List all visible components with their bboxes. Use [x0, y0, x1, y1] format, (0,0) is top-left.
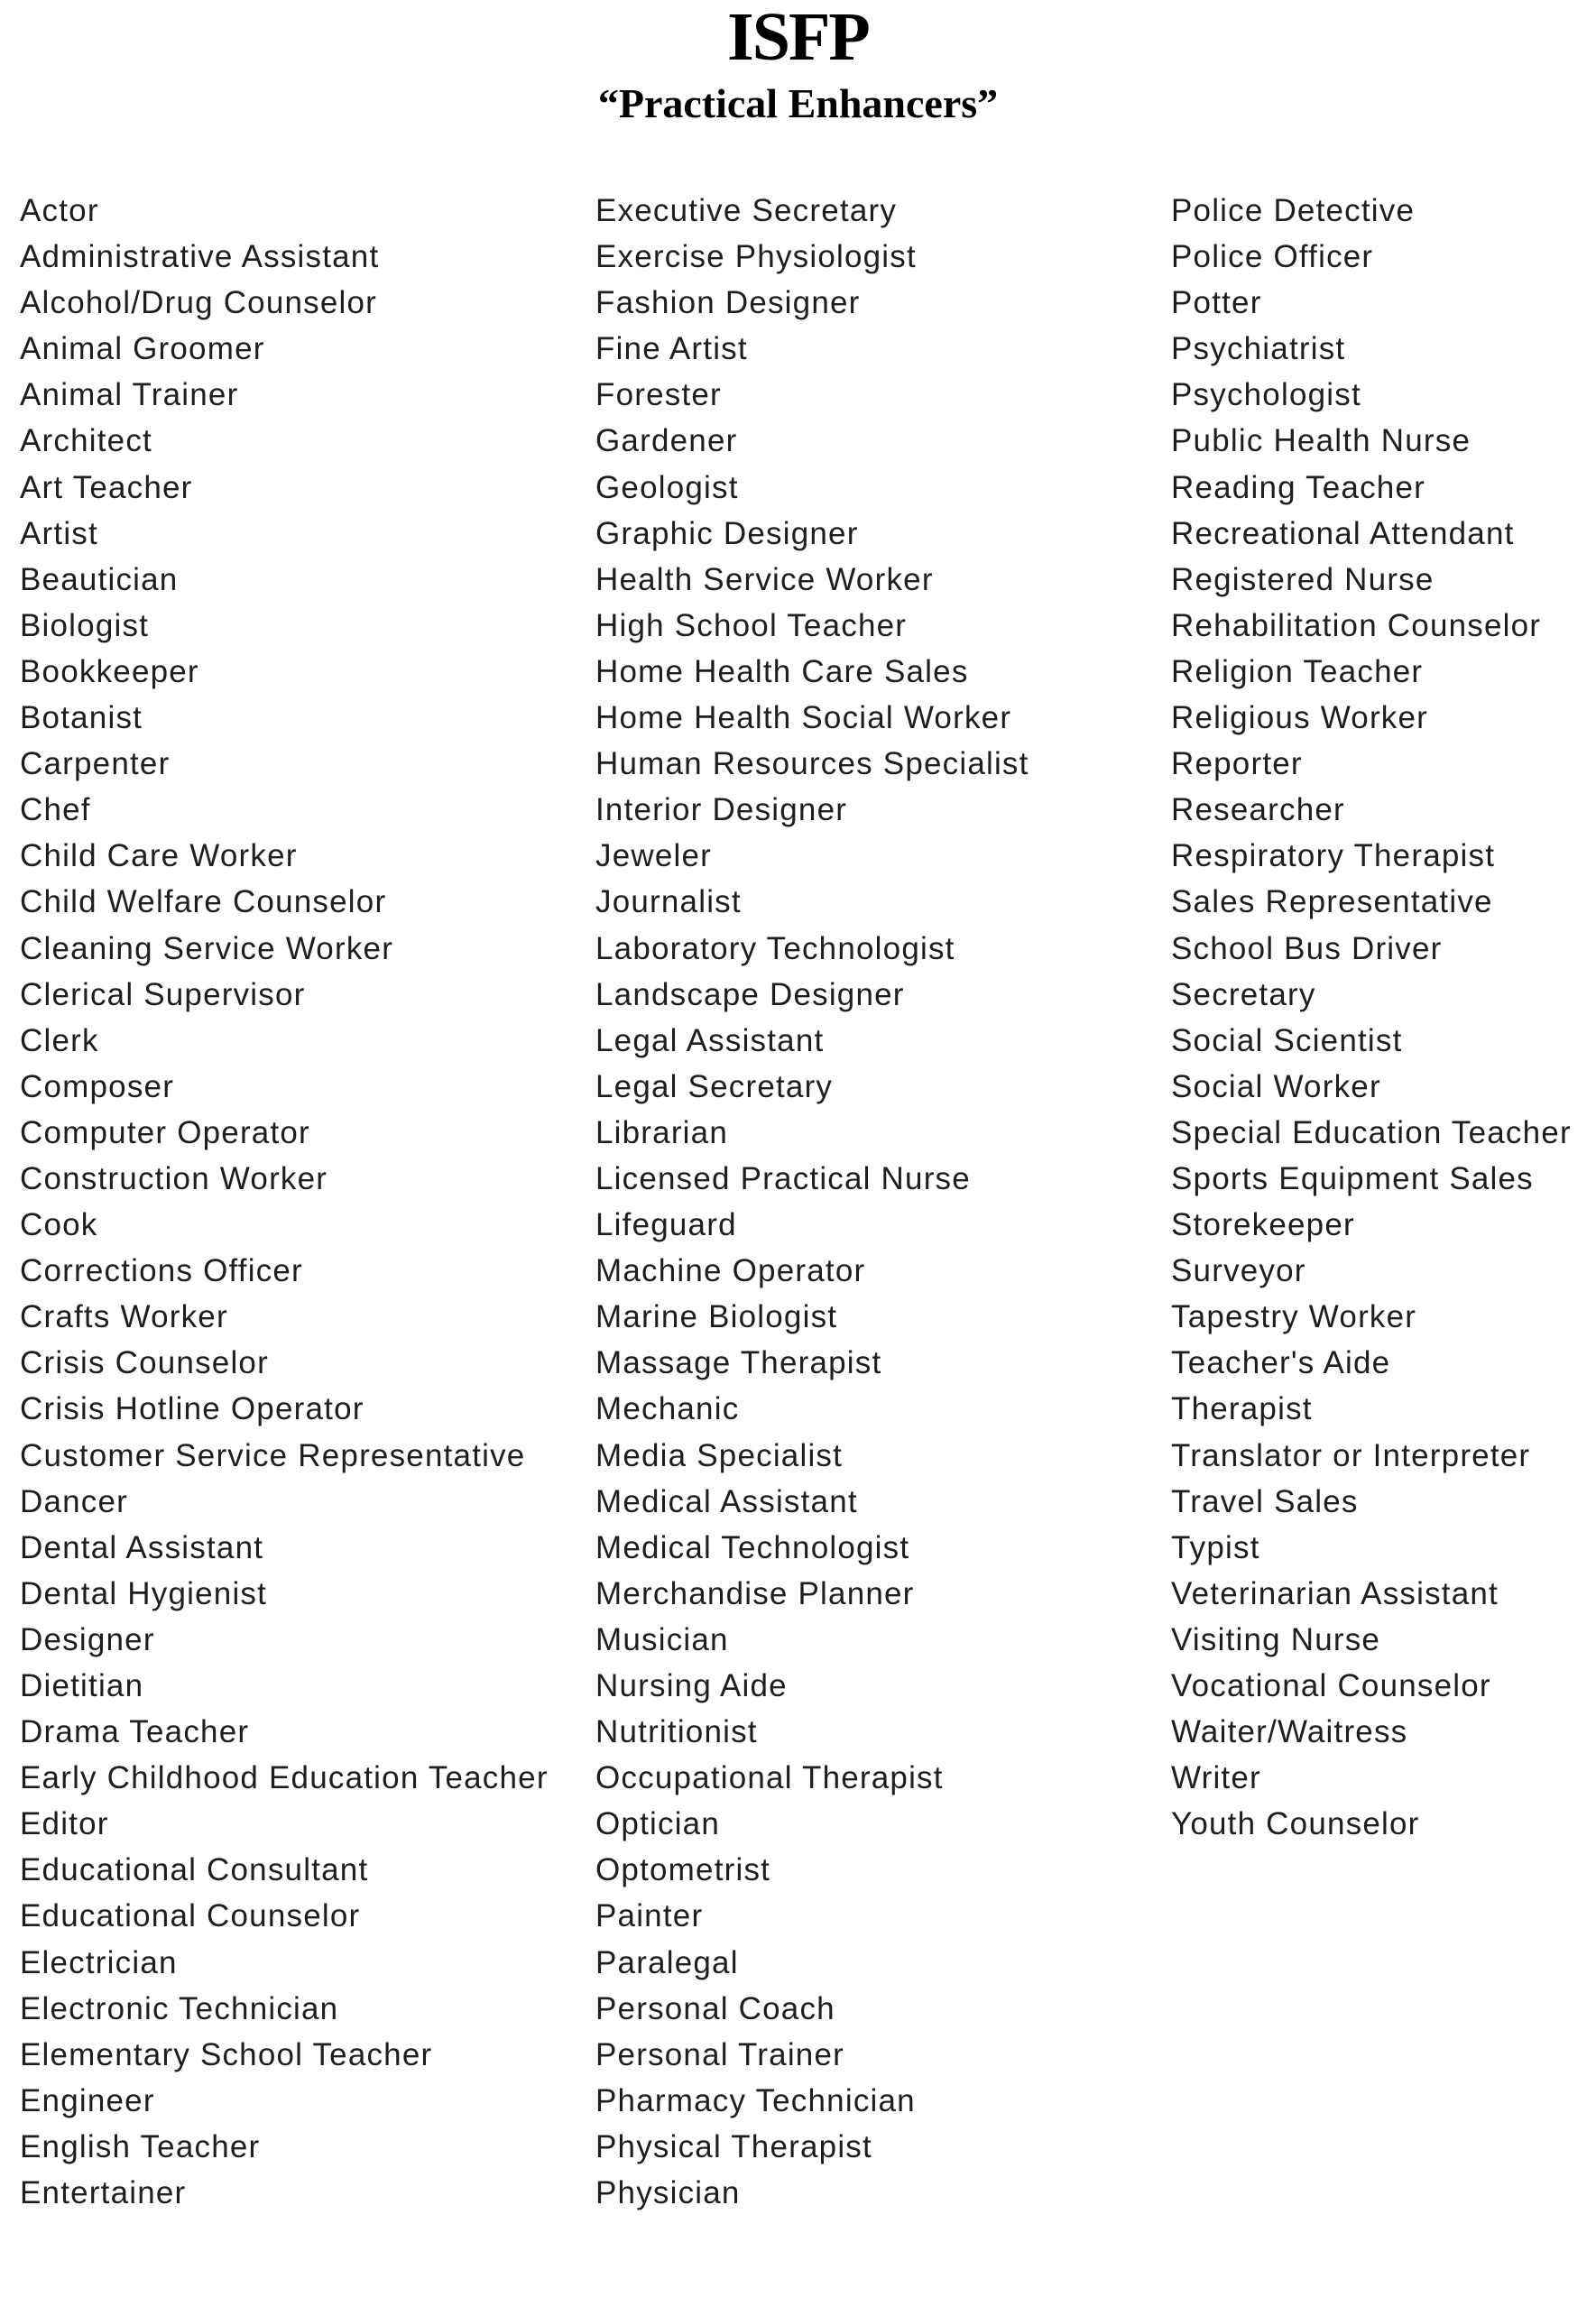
- career-item: Early Childhood Education Teacher: [20, 1760, 549, 1796]
- career-item: Pharmacy Technician: [595, 2082, 916, 2118]
- career-item: Visiting Nurse: [1171, 1621, 1381, 1657]
- career-item: Dental Hygienist: [20, 1575, 268, 1611]
- career-item: Interior Designer: [595, 792, 848, 828]
- career-item: Typist: [1171, 1529, 1260, 1565]
- career-item: Medical Technologist: [595, 1529, 910, 1565]
- career-item: Geologist: [595, 469, 739, 505]
- career-item: Home Health Care Sales: [595, 653, 969, 689]
- career-item: Dental Assistant: [20, 1529, 264, 1565]
- career-item: Educational Counselor: [20, 1898, 361, 1934]
- career-item: Occupational Therapist: [595, 1760, 944, 1796]
- career-item: Human Resources Specialist: [595, 746, 1029, 782]
- career-item: Recreational Attendant: [1171, 515, 1515, 551]
- career-item: Forester: [595, 377, 722, 413]
- career-item: Exercise Physiologist: [595, 239, 917, 275]
- career-item: Mechanic: [595, 1391, 740, 1427]
- career-item: Editor: [20, 1806, 109, 1842]
- career-item: Drama Teacher: [20, 1714, 250, 1750]
- career-item: Lifeguard: [595, 1207, 737, 1243]
- career-item: Social Scientist: [1171, 1022, 1403, 1058]
- career-item: Optician: [595, 1806, 720, 1842]
- career-item: Travel Sales: [1171, 1483, 1359, 1519]
- career-item: Reading Teacher: [1171, 469, 1425, 505]
- career-item: Waiter/Waitress: [1171, 1714, 1408, 1750]
- career-item: Translator or Interpreter: [1171, 1437, 1531, 1473]
- career-item: Health Service Worker: [595, 561, 934, 597]
- career-item: Medical Assistant: [595, 1483, 858, 1519]
- career-item: Physical Therapist: [595, 2128, 872, 2164]
- career-item: Art Teacher: [20, 469, 193, 505]
- career-item: Secretary: [1171, 976, 1316, 1012]
- career-item: Computer Operator: [20, 1114, 310, 1150]
- career-item: Composer: [20, 1068, 175, 1104]
- career-item: Entertainer: [20, 2175, 187, 2211]
- career-item: Botanist: [20, 700, 143, 736]
- career-item: Actor: [20, 193, 99, 228]
- career-item: Musician: [595, 1621, 729, 1657]
- career-item: Storekeeper: [1171, 1207, 1355, 1243]
- career-item: Psychiatrist: [1171, 331, 1346, 367]
- career-item: Cook: [20, 1207, 98, 1243]
- career-column-1: [20, 188, 549, 2216]
- career-item: Executive Secretary: [595, 193, 898, 228]
- career-item: Psychologist: [1171, 377, 1361, 413]
- career-item: Paralegal: [595, 1944, 739, 1980]
- career-item: School Bus Driver: [1171, 930, 1443, 966]
- career-item: Potter: [1171, 285, 1262, 321]
- career-item: Home Health Social Worker: [595, 700, 1012, 736]
- career-item: Physician: [595, 2175, 741, 2211]
- career-item: Youth Counselor: [1171, 1806, 1420, 1842]
- career-item: Rehabilitation Counselor: [1171, 607, 1542, 643]
- career-item: Graphic Designer: [595, 515, 859, 551]
- career-item: Landscape Designer: [595, 976, 905, 1012]
- career-item: Merchandise Planner: [595, 1575, 915, 1611]
- career-item: Police Officer: [1171, 239, 1374, 275]
- career-item: Registered Nurse: [1171, 561, 1435, 597]
- career-item: Optometrist: [595, 1852, 771, 1888]
- career-item: Child Welfare Counselor: [20, 884, 387, 920]
- career-item: Gardener: [595, 423, 738, 459]
- career-item: Jeweler: [595, 838, 713, 874]
- career-item: Corrections Officer: [20, 1253, 303, 1289]
- career-item: English Teacher: [20, 2128, 261, 2164]
- career-item: Educational Consultant: [20, 1852, 369, 1888]
- career-item: Nursing Aide: [595, 1668, 788, 1703]
- career-item: Sports Equipment Sales: [1171, 1160, 1534, 1196]
- career-item: Librarian: [595, 1114, 728, 1150]
- career-item: Child Care Worker: [20, 838, 298, 874]
- career-item: Biologist: [20, 607, 150, 643]
- career-item: Elementary School Teacher: [20, 2036, 433, 2072]
- career-item: High School Teacher: [595, 607, 908, 643]
- page-subtitle: “Practical Enhancers”: [597, 80, 999, 126]
- career-item: Media Specialist: [595, 1437, 844, 1473]
- career-item: Animal Trainer: [20, 377, 239, 413]
- career-item: Legal Assistant: [595, 1022, 825, 1058]
- career-item: Crafts Worker: [20, 1299, 228, 1335]
- career-item: Laboratory Technologist: [595, 930, 955, 966]
- career-item: Religion Teacher: [1171, 653, 1424, 689]
- career-item: Bookkeeper: [20, 653, 199, 689]
- career-item: Marine Biologist: [595, 1299, 838, 1335]
- career-item: Engineer: [20, 2082, 155, 2118]
- career-item: Veterinarian Assistant: [1171, 1575, 1499, 1611]
- career-item: Crisis Hotline Operator: [20, 1391, 364, 1427]
- career-item: Personal Trainer: [595, 2036, 844, 2072]
- career-item: Journalist: [595, 884, 742, 920]
- career-item: Cleaning Service Worker: [20, 930, 394, 966]
- career-item: Customer Service Representative: [20, 1437, 526, 1473]
- career-item: Clerical Supervisor: [20, 976, 306, 1012]
- career-item: Designer: [20, 1621, 155, 1657]
- career-item: Tapestry Worker: [1171, 1299, 1417, 1335]
- career-item: Crisis Counselor: [20, 1345, 269, 1381]
- career-item: Animal Groomer: [20, 331, 265, 367]
- career-item: Chef: [20, 792, 91, 828]
- career-item: Fashion Designer: [595, 285, 861, 321]
- career-item: Religious Worker: [1171, 700, 1429, 736]
- career-item: Carpenter: [20, 746, 171, 782]
- career-item: Vocational Counselor: [1171, 1668, 1491, 1703]
- career-item: Teacher's Aide: [1171, 1345, 1391, 1381]
- career-item: Dietitian: [20, 1668, 144, 1703]
- career-item: Electronic Technician: [20, 1990, 339, 2026]
- page-title: ISFP: [727, 0, 869, 75]
- career-item: Massage Therapist: [595, 1345, 882, 1381]
- career-item: Public Health Nurse: [1171, 423, 1471, 459]
- career-item: Dancer: [20, 1483, 129, 1519]
- career-item: Special Education Teacher: [1171, 1114, 1572, 1150]
- career-column-3: [1171, 188, 1572, 1847]
- career-item: Administrative Assistant: [20, 239, 380, 275]
- career-item: Painter: [595, 1898, 704, 1934]
- career-item: Researcher: [1171, 792, 1345, 828]
- career-item: Respiratory Therapist: [1171, 838, 1496, 874]
- career-column-2: [595, 188, 1029, 2216]
- career-item: Therapist: [1171, 1391, 1313, 1427]
- career-item: Writer: [1171, 1760, 1261, 1796]
- career-item: Fine Artist: [595, 331, 748, 367]
- career-item: Beautician: [20, 561, 179, 597]
- career-item: Surveyor: [1171, 1253, 1306, 1289]
- career-item: Artist: [20, 515, 98, 551]
- career-item: Reporter: [1171, 746, 1303, 782]
- career-item: Clerk: [20, 1022, 99, 1058]
- career-item: Construction Worker: [20, 1160, 328, 1196]
- career-item: Personal Coach: [595, 1990, 835, 2026]
- career-item: Machine Operator: [595, 1253, 866, 1289]
- career-item: Legal Secretary: [595, 1068, 834, 1104]
- career-item: Social Worker: [1171, 1068, 1381, 1104]
- career-item: Police Detective: [1171, 193, 1416, 228]
- career-item: Alcohol/Drug Counselor: [20, 285, 378, 321]
- career-item: Licensed Practical Nurse: [595, 1160, 971, 1196]
- career-item: Sales Representative: [1171, 884, 1493, 920]
- career-item: Electrician: [20, 1944, 178, 1980]
- career-item: Architect: [20, 423, 152, 459]
- career-item: Nutritionist: [595, 1714, 758, 1750]
